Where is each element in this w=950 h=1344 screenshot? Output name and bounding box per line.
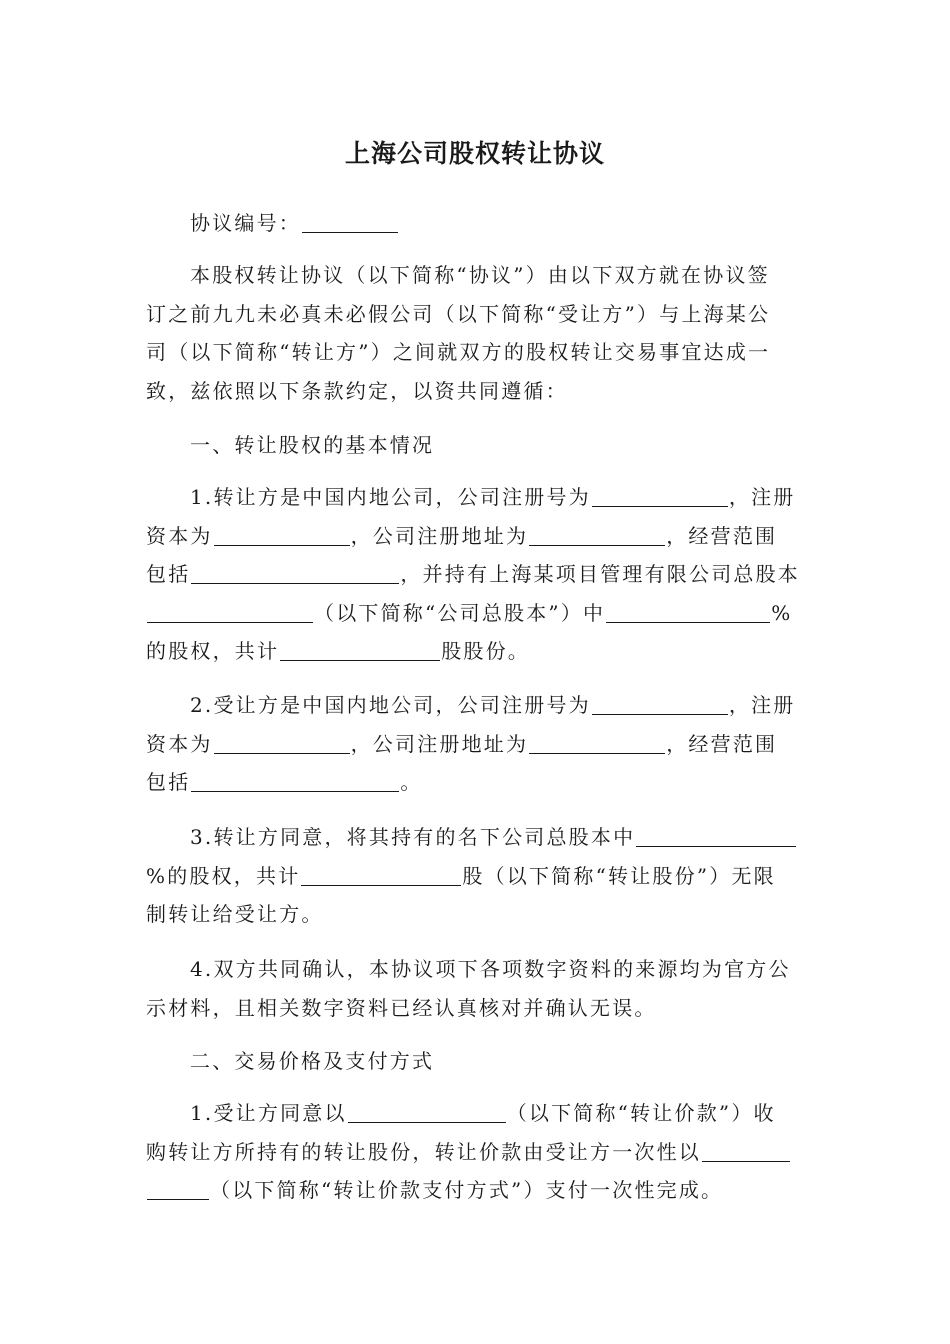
fill-blank — [348, 1100, 506, 1123]
clause-1-1: 1.转让方是中国内地公司，公司注册号为 ，注册 资本为 ，公司注册地址为 ，经营范围 包括 ，并持有上海某项目管理有限公司总股本 （以下简称“公司总股本”）中 % 的股权，共计 股股份。 — [146, 485, 801, 663]
fill-blank — [592, 692, 728, 715]
section-heading-2: 二、交易价格及支付方式 — [190, 1049, 435, 1073]
fill-blank — [529, 731, 665, 754]
fill-blank — [147, 1177, 209, 1200]
clause-1-2: 2.受让方是中国内地公司，公司注册号为 ，注册 资本为 ，公司注册地址为 ，经营范围 包括 。 — [146, 693, 796, 794]
fill-blank — [280, 638, 440, 661]
fill-blank — [301, 863, 461, 886]
agreement-number-blank — [302, 210, 398, 233]
fill-blank — [592, 484, 728, 507]
intro-line: 本股权转让协议（以下简称“协议”）由以下双方就在协议签 — [190, 263, 770, 287]
fill-blank — [702, 1139, 790, 1162]
intro-line: 致，兹依照以下条款约定，以资共同遵循： — [146, 378, 568, 403]
intro-paragraph — [146, 256, 804, 410]
intro-line: 订之前九九未必真未必假公司（以下简称“受让方”）与上海某公 — [146, 301, 771, 326]
fill-blank — [636, 824, 796, 847]
fill-blank — [606, 600, 770, 623]
clause-1-3: 3.转让方同意，将其持有的名下公司总股本中 %的股权，共计 股（以下简称“转让股份”）无限 制转让给受让方。 — [146, 818, 804, 934]
fill-blank — [191, 769, 399, 792]
fill-blank — [214, 523, 350, 546]
document-title: 上海公司股权转让协议 — [344, 139, 605, 168]
agreement-number-label: 协议编号： — [190, 211, 301, 235]
clause-2-1: 1.受让方同意以 （以下简称“转让价款”）收 购转让方所持有的转让股份，转让价款由受让方一次性以 （以下简称“转让价款支付方式”）支付一次性完成。 — [146, 1094, 804, 1210]
agreement-number — [146, 204, 804, 243]
clause-1-4: 4.双方共同确认，本协议项下各项数字资料的来源均为官方公 示材料，且相关数字资料已经认真核对并确认无误。 — [146, 957, 791, 1020]
fill-blank — [529, 523, 665, 546]
fill-blank — [147, 600, 313, 623]
fill-blank — [191, 561, 399, 584]
section-heading-1: 一、转让股权的基本情况 — [190, 433, 435, 457]
fill-blank — [214, 731, 350, 754]
intro-line: 司（以下简称“转让方”）之间就双方的股权转让交易事宜达成一 — [146, 340, 771, 364]
